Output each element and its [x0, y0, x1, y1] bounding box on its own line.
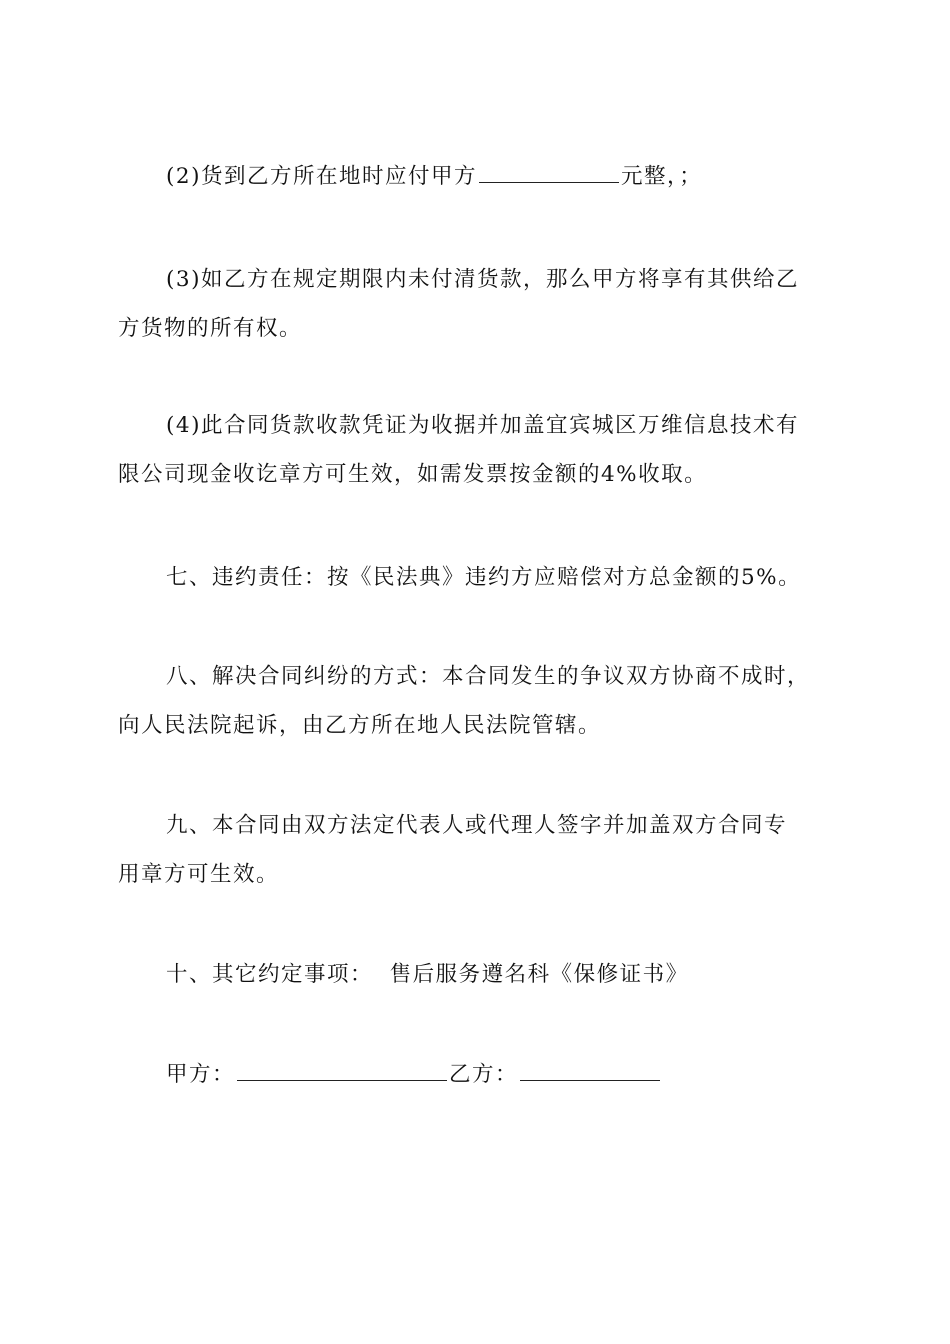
clause-other-matters: [118, 950, 838, 999]
clause-dispute-resolution: [118, 652, 838, 750]
signature-block: [118, 1050, 838, 1099]
clause-line: 九、本合同由双方法定代表人或代理人签字并加盖双方合同专: [166, 813, 788, 838]
clause-line: 十、其它约定事项： 售后服务遵名科《保修证书》: [166, 962, 689, 987]
party-b-label: 乙方：: [449, 1062, 519, 1087]
clause-line: 用章方可生效。: [118, 862, 280, 887]
amount-blank-field[interactable]: [479, 160, 619, 183]
clause-text: 元整，；: [620, 164, 703, 189]
clause-line: 向人民法院起诉，由乙方所在地人民法院管辖。: [118, 713, 602, 738]
clause-line: 方货物的所有权。: [118, 316, 303, 341]
clause-line: (4)此合同货款收款凭证为收据并加盖宜宾城区万维信息技术有: [166, 413, 799, 438]
clause-text: (2)货到乙方所在地时应付甲方: [166, 164, 477, 189]
clause-breach-liability: [118, 553, 838, 602]
clause-ownership: [118, 255, 838, 353]
signature-line: [118, 1050, 838, 1099]
clause-line: (3)如乙方在规定期限内未付清货款，那么甲方将享有其供给乙: [166, 267, 799, 292]
clause-receipt: [118, 401, 838, 499]
party-a-signature-field[interactable]: [237, 1058, 447, 1081]
clause-effectiveness: [118, 801, 838, 899]
clause-payment-on-arrival: [118, 152, 838, 201]
clause-line: [118, 152, 838, 201]
clause-line: 限公司现金收讫章方可生效，如需发票按金额的4%收取。: [118, 462, 708, 487]
party-a-label: 甲方：: [166, 1062, 236, 1087]
clause-line: 八、解决合同纠纷的方式：本合同发生的争议双方协商不成时，: [166, 664, 811, 689]
party-b-signature-field[interactable]: [520, 1058, 660, 1081]
clause-line: 七、违约责任：按《民法典》违约方应赔偿对方总金额的5%。: [166, 565, 802, 590]
